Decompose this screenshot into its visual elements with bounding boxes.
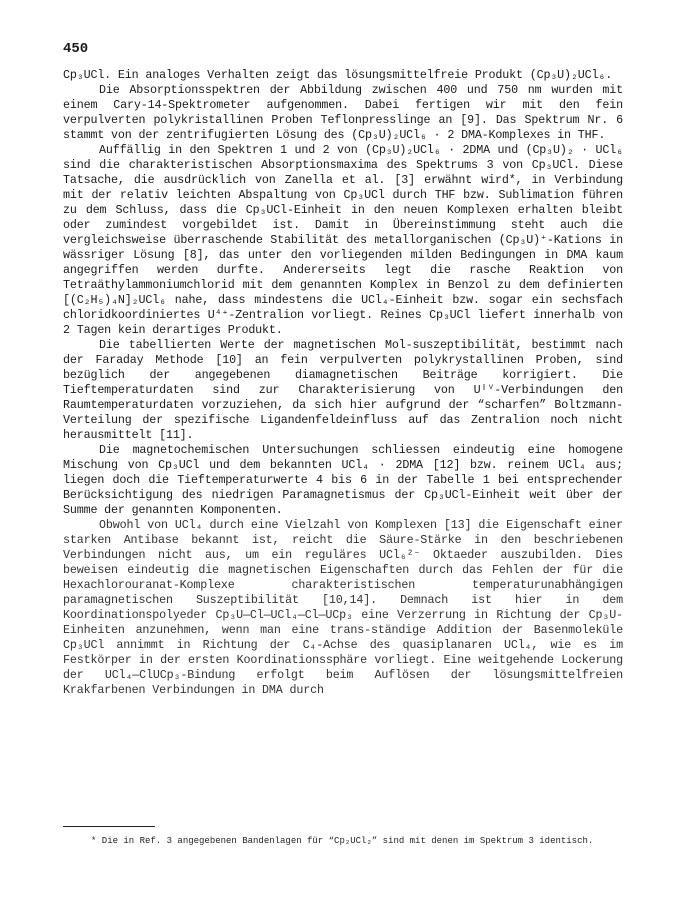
body-text [63, 68, 623, 698]
paragraph-absorption-spectra: Die Absorptionsspektren der Abbildung zwischen 400 und 750 nm wurden mit einem Cary-14-Spektrometer aufgenommen. Dabei fertigen wir mit den fein verpulverten polykristallinen Proben Teflonpresslinge an [9]. Das Spektrum Nr. 6 stammt von der zentrifugierten Lösung des (Cp₃U)₂UCl₆ · 2 DMA-Komplexes in THF. [63, 83, 623, 142]
paragraph-spectra-analysis: Auffällig in den Spektren 1 und 2 von (Cp₃U)₂UCl₆ · 2DMA und (Cp₃U)₂ · UCl₆ sind die charakteristischen Absorptionsmaxima des Spektrums 3 von Cp₃UCl. Diese Tatsache, die ausdrücklich von Zanella et al. [3] erwähnt wird*, in Verbindung mit der relativ leichten Abspaltung von Cp₃UCl durch THF bzw. Sublimation führen zu dem Schluss, dass die Cp₃UCl-Einheit in den neuen Komplexen erhalten bleibt oder zumindest vorgebildet ist. Damit in Übereinstimmung steht auch die vergleichsweise überraschende Stabilität des metallorganischen (Cp₃U)⁺-Kations in wässriger Lösung [8], das unter den vorliegenden milden Bedingungen in DMA kaum angegriffen werden durfte. Andererseits legt die rasche Reaktion von Tetraäthylammoniumchlorid mit dem genannten Komplex in Benzol zu dem definierten [(C₂H₅)₄N]₂UCl₆ nahe, dass mindestens die UCl₄-Einheit bzw. sogar ein sechsfach chloridkoordiniertes U⁴⁺-Zentralion vorliegt. Reines Cp₃UCl liefert innerhalb von 2 Tagen kein derartiges Produkt. [63, 143, 623, 337]
paragraph-antibase: Obwohl von UCl₄ durch eine Vielzahl von Komplexen [13] die Eigenschaft einer starken Antibase bekannt ist, reicht die Säure-Stärke in den beschriebenen Verbindungen nicht aus, um ein reguläres UCl₆²⁻ Oktaeder auszubilden. Dies beweisen eindeutig die magnetischen Eigenschaften durch das Fehlen der für die Hexachlorouranat-Komplexe charakteristischen temperaturunabhängigen paramagnetischen Suszeptibilität [10,14]. Demnach ist hier in dem Koordinationspolyeder Cp₃U—Cl—UCl₄—Cl—UCp₃ eine Verzerrung in Richtung der Cp₃U-Einheiten anzunehmen, wenn man eine trans-ständige Addition der Basenmoleküle Cp₃UCl annimmt in Richtung der C₄-Achse des quasiplanaren UCl₄, wie es im Festkörper in der ersten Koordinationssphäre vorliegt. Eine weitgehende Lockerung der UCl₄—ClUCp₃-Bindung erfolgt beim Auflösen der lösungsmittelfreien Krakfarbenen Verbindungen in DMA durch [63, 518, 623, 697]
paragraph-magnetic-susceptibility: Die tabellierten Werte der magnetischen Mol-suszeptibilität, bestimmt nach der Faraday Methode [10] an fein verpulverten polykrystallinen Proben, sind bezüglich der angegebenen diamagnetischen Beiträge korrigiert. Die Tieftemperaturdaten sind zur Charakterisierung von Uᴵⱽ-Verbindungen den Raumtemperaturdaten vorzuziehen, da sich hier aufgrund der “scharfen” Boltzmann-Verteilung der spezifische Ligandenfeldeinfluss auf das Zentralion noch nicht herausmittelt [11]. [63, 338, 623, 442]
paragraph-continuation: Cp₃UCl. Ein analoges Verhalten zeigt das lösungsmittelfreie Produkt (Cp₃U)₂UCl₆. [63, 68, 613, 82]
page-number: 450 [63, 41, 89, 57]
footnote: * Die in Ref. 3 angegebenen Bandenlagen für “Cp₂UCl₂” sind mit denen im Spektrum 3 identisch. [91, 836, 594, 846]
footnote-divider [63, 826, 155, 827]
paragraph-magnetochemical: Die magnetochemischen Untersuchungen schliessen eindeutig eine homogene Mischung von Cp₃UCl und dem bekannten UCl₄ · 2DMA [12] bzw. reinem UCl₄ aus; liegen doch die Tieftemperaturwerte 4 bis 6 in der Tabelle 1 bei entsprechender Berücksichtigung des niedrigen Paramagnetismus der Cp₃UCl-Einheit weit über der Summe der genannten Komponenten. [63, 443, 623, 517]
